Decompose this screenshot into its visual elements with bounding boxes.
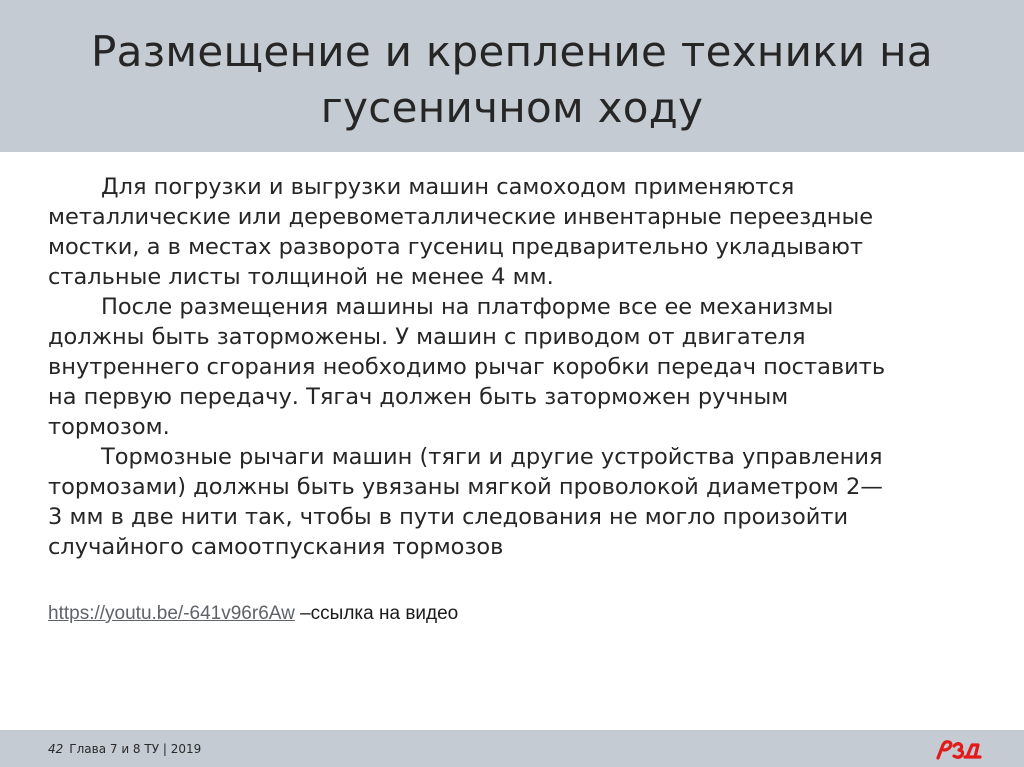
video-link[interactable]: https://youtu.be/-641v96r6Aw <box>48 603 295 624</box>
paragraph-braking: После размещения машины на платформе все ее механизмы должны быть заторможены. У машин с приводом от двигателя внутреннего сгорания необходимо рычаг коробки передач поставить на первую передачу. Тягач должен быть заторможен ручным тормозом. <box>48 294 886 440</box>
paragraph-loading: Для погрузки и выгрузки машин самоходом применяются металлические или деревометаллические инвентарные переездные мостки, а в местах разворота гусениц предварительно укладывают стальные листы толщиной не менее 4 мм. <box>48 174 874 290</box>
rzd-logo-icon <box>934 737 986 761</box>
paragraph-brake-levers: Тормозные рычаги машин (тяги и другие устройства управления тормозами) должны быть увязаны мягкой проволокой диаметром 2— 3 мм в две нити так, чтобы в пути следования не могло произойти случайного самоотпускания тормозов <box>48 444 883 560</box>
slide-title <box>40 24 984 136</box>
title-line-2: гусеничном ходу <box>320 83 704 132</box>
slide-header <box>0 0 1024 152</box>
video-link-line <box>48 602 458 626</box>
page-number: 42 <box>48 742 64 756</box>
slide-footer <box>0 730 1024 767</box>
title-line-1: Размещение и крепление техники на <box>91 27 933 76</box>
video-link-suffix: –ссылка на видео <box>294 603 459 624</box>
footer-chapter: Глава 7 и 8 ТУ | 2019 <box>69 742 202 756</box>
footer-text <box>48 741 201 757</box>
slide-body <box>48 172 988 562</box>
